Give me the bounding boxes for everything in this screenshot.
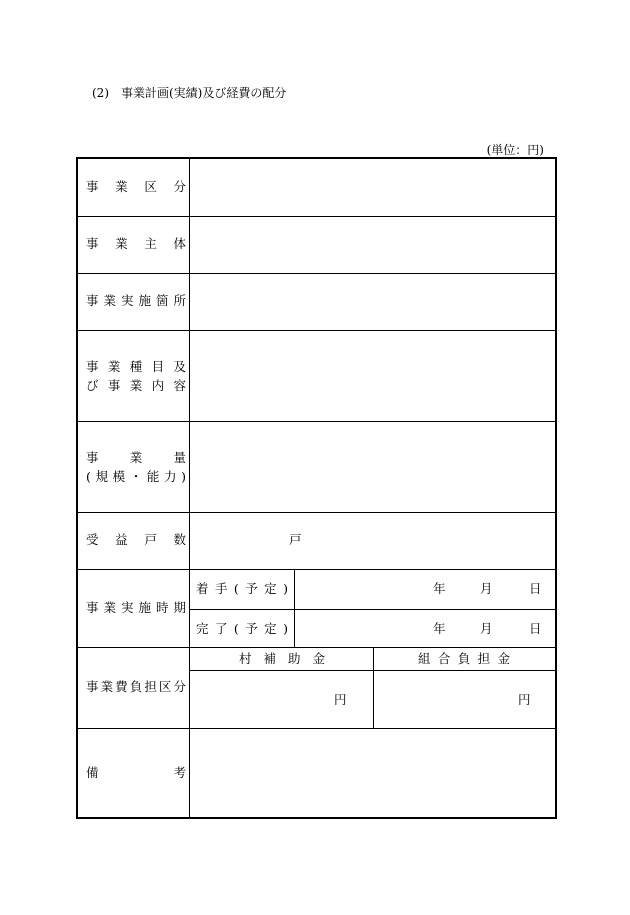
section-heading: (2) 事業計画(実績)及び経費の配分 xyxy=(92,86,287,100)
row-divider xyxy=(78,216,555,217)
unit-note: (単位：円) xyxy=(486,143,544,157)
label-volume-line1: 事業量 xyxy=(86,450,186,465)
village-subsidy-header: 村補助金 xyxy=(239,651,325,666)
end-day-unit: 日 xyxy=(529,621,542,636)
row-divider xyxy=(78,512,555,513)
row-divider xyxy=(78,330,555,331)
row-divider xyxy=(78,421,555,422)
label-burden: 事業費負担区分 xyxy=(86,679,186,694)
label-households: 受益戸数 xyxy=(86,532,186,547)
union-burden-header: 組合負担金 xyxy=(418,651,510,666)
label-type-line1: 事業種目及 xyxy=(86,359,186,374)
row-divider xyxy=(78,273,555,274)
households-unit: 戸 xyxy=(289,532,302,547)
label-volume xyxy=(86,448,186,486)
label-period: 事業実施時期 xyxy=(86,600,186,615)
village-subsidy-yen-unit: 円 xyxy=(334,692,347,707)
project-plan-form xyxy=(76,157,557,819)
start-year-unit: 年 xyxy=(433,581,446,596)
label-remarks: 備考 xyxy=(86,765,186,780)
label-location: 事業実施箇所 xyxy=(86,293,186,308)
row-divider xyxy=(78,647,555,648)
end-year-unit: 年 xyxy=(433,621,446,636)
label-category: 事業区分 xyxy=(86,179,186,194)
start-scheduled-label: 着手(予定) xyxy=(196,581,288,596)
label-volume-line2: (規模・能力) xyxy=(86,469,186,484)
end-month-unit: 月 xyxy=(480,621,493,636)
period-sub-divider xyxy=(189,609,555,610)
row-divider xyxy=(78,728,555,729)
union-burden-yen-unit: 円 xyxy=(518,692,531,707)
end-scheduled-label: 完了(予定) xyxy=(196,621,288,636)
label-column-divider xyxy=(189,159,190,817)
start-day-unit: 日 xyxy=(529,581,542,596)
label-type xyxy=(86,357,186,395)
burden-divider xyxy=(373,647,374,728)
row-divider xyxy=(78,569,555,570)
period-divider xyxy=(294,569,295,647)
label-owner: 事業主体 xyxy=(86,236,186,251)
burden-head-divider xyxy=(189,670,555,671)
label-type-line2: び事業内容 xyxy=(86,378,186,393)
start-month-unit: 月 xyxy=(480,581,493,596)
